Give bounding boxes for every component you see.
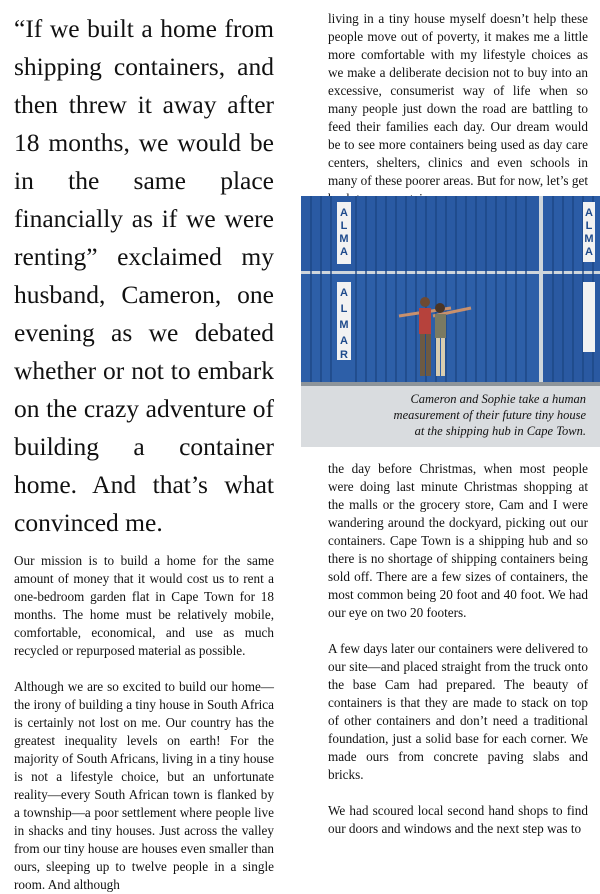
right-column-top bbox=[328, 10, 588, 208]
svg-text:M: M bbox=[339, 233, 349, 245]
body-paragraph-irony: Although we are so excited to build our home—the irony of building a tiny house in South Africa is certainly not lost on me. Our country has the greatest inequality levels on earth! For the majority of South Africans, living in a tiny house is not a lifestyle choice, but an unfortunate reality—every South African town is flanked by a township—a poor settlement where people live in shacks and tiny houses. Just across the valley from our tiny house are houses even smaller than ours, sleeping up to twelve people in a single room. And although bbox=[14, 679, 274, 892]
body-paragraph-doors-windows: We had scoured local second hand shops to find our doors and windows and the next step was to bbox=[328, 803, 588, 836]
photo-caption: Cameron and Sophie take a human measurement of their future tiny house at the shipping hub in Cape Town. bbox=[393, 392, 586, 438]
pull-quote: “If we built a home from shipping containers, and then threw it away after 18 months, we would be in the same place financially as if we were renting” exclaimed my husband, Cameron, one evening as we debated whether or not to embark on the crazy adventure of building a container home. And that’s what convinced me. bbox=[14, 14, 274, 537]
svg-text:M: M bbox=[584, 233, 594, 245]
body-paragraph-mission: Our mission is to build a home for the same amount of money that it would cost us to rent a one-bedroom garden flat in Cape Town for 18 months. The home must be relatively mobile, comfortable, economical, and use as much recycled or repurposed material as possible. bbox=[14, 553, 274, 658]
body-paragraph-dockyard: the day before Christmas, when most people were doing last minute Christmas shopping at the malls or the grocery store, Cam and I were wandering around the dockyard, picking out our containers. Cape Town is a shipping hub and so there is no shortage of shipping containers being sold off. There are a few sizes of containers, the most common being 20 foot and 40 foot. We had our eye on two 20 footers. bbox=[328, 461, 588, 620]
left-column bbox=[14, 10, 274, 894]
body-paragraph-lifestyle: living in a tiny house myself doesn’t help these people move out of poverty, it makes me a little more comfortable with my lifestyle choices as we make a deliberate decision not to buy into an excessive, consumerist way of life when so many people just down the road are battling to feed their families each day. Our dream would be to see more containers being used as day care centers, shelters, clinics and even schools in many of these poorer areas. But for now, let’s get bbox=[328, 11, 588, 188]
body-paragraph-delivery: A few days later our containers were delivered to our site—and placed straight from the truck onto the base Cam had prepared. The beauty of containers is that they are made to stack on top of other containers and don’t need a traditional foundation, just a solid base for each corner. We made ours from concrete paving slabs and bricks. bbox=[328, 641, 588, 782]
svg-text:M: M bbox=[339, 319, 349, 331]
svg-text:A: A bbox=[340, 287, 348, 299]
svg-text:A: A bbox=[585, 246, 593, 258]
svg-text:R: R bbox=[340, 349, 348, 361]
svg-text:A: A bbox=[340, 207, 348, 219]
svg-text:A: A bbox=[340, 335, 348, 347]
svg-text:A: A bbox=[585, 207, 593, 219]
svg-text:L: L bbox=[340, 220, 348, 232]
right-column-bottom bbox=[328, 460, 588, 838]
svg-text:L: L bbox=[340, 303, 348, 315]
container-photo bbox=[301, 196, 600, 447]
svg-text:L: L bbox=[585, 220, 593, 232]
svg-text:A: A bbox=[340, 246, 348, 258]
